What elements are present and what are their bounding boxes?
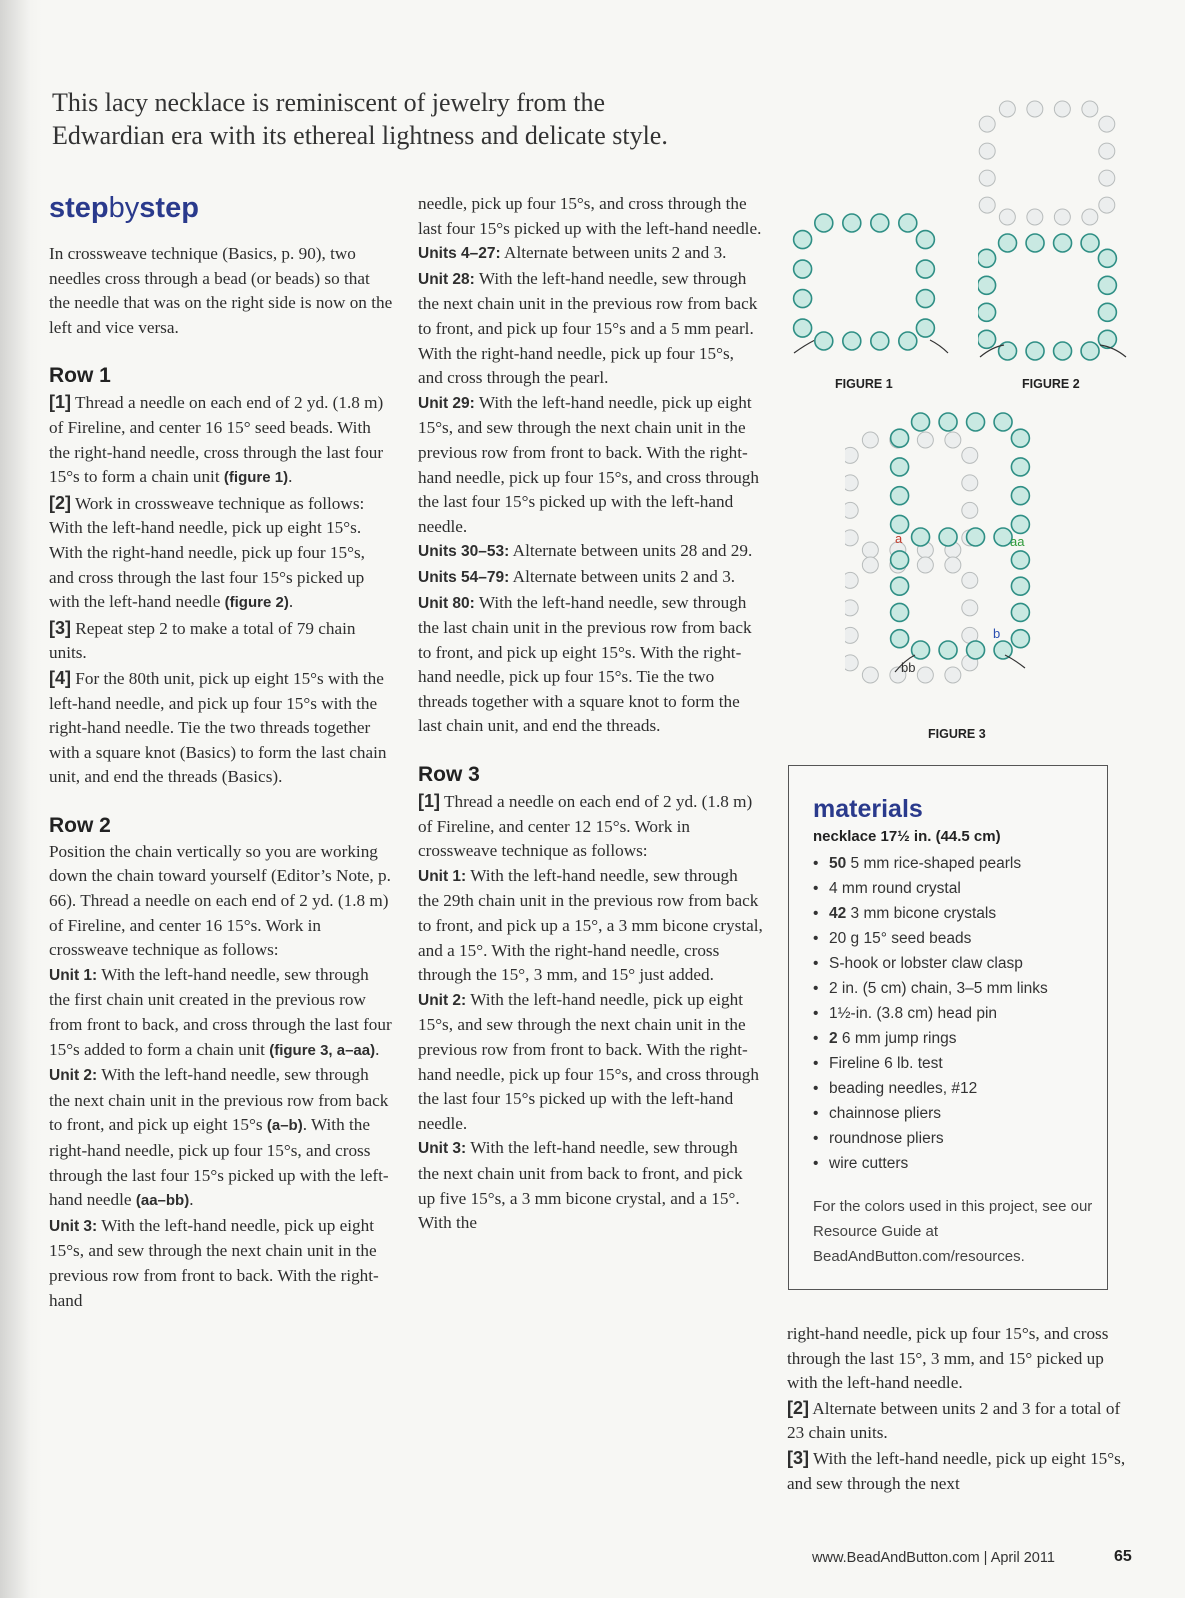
column-2 [418,192,763,1236]
row3-step-3 [787,1446,1132,1496]
seed-bead [1098,276,1116,294]
heading-step-1: step [49,192,109,224]
seed-bead [862,557,878,573]
row2-unit-2 [49,1063,394,1214]
seed-bead [1082,101,1098,117]
step-text: Work in crossweave technique as follows: With the left-hand needle, pick up eight 15°s. With the right-hand needle, pick up four 15°s, and cross through the last four 15°s picked up with the left-hand needle [49,493,365,612]
step-text-end: . [288,467,293,487]
bullet: • [813,1155,819,1172]
seed-bead [939,641,957,659]
seed-bead [1011,630,1029,648]
unit-label: Units 30–53: [418,543,510,561]
seed-bead [891,603,909,621]
step-number: [2] [787,1397,809,1418]
seed-bead [1054,234,1072,252]
materials-item [813,1126,1107,1151]
footer-url: www.BeadAndButton.com [812,1550,980,1566]
bullet: • [813,905,819,922]
seed-bead [843,332,861,350]
unit-label: Unit 2: [418,991,467,1009]
seed-bead [999,234,1017,252]
unit-label: Unit 1: [418,867,467,885]
unit-text: With the left-hand needle, sew through the next chain unit in the previous row from back to front, and pick up four 15°s and a 5 mm pearl. With the right-hand needle, pick up four 15°s, and cross through the pearl. [418,268,758,388]
seed-bead [891,630,909,648]
materials-title: materials [813,795,923,823]
seed-bead [845,502,858,518]
materials-qty: 42 [829,905,847,922]
step-number: [3] [49,617,71,638]
materials-text: 6 mm jump rings [837,1030,957,1047]
crossweave-intro: In crossweave technique (Basics, p. 90), two needles cross through a bead (or beads) so that the needle that was on the right side is now on the left and vice versa. [49,244,393,337]
seed-bead [1011,487,1029,505]
unit-label: Unit 3: [49,1217,98,1235]
seed-bead [939,413,957,431]
row3-step-1 [418,789,763,864]
seed-bead [962,447,978,463]
thread-path [794,340,815,353]
materials-item [813,1001,1107,1026]
materials-text: 20 g 15° seed beads [829,930,972,947]
bullet: • [813,1080,819,1097]
seed-bead [1099,116,1115,132]
label-b: b [993,626,1001,641]
seed-bead [978,276,996,294]
step-text: Alternate between units 2 and 3 for a total of 23 chain units. [787,1398,1121,1443]
seed-bead [1011,458,1029,476]
unit-text: Alternate between units 2 and 3. [509,566,736,586]
unit-text: With the left-hand needle, sew through the next chain unit from back to front, and pick up five 15°s, a 3 mm bicone crystal, and a 15°. With the [418,1138,743,1233]
seed-bead [899,214,917,232]
materials-text: Fireline 6 lb. test [829,1055,943,1072]
heading-step-2: step [139,192,199,224]
unit-label: Unit 28: [418,270,475,288]
seed-bead [815,214,833,232]
materials-text: 5 mm rice-shaped pearls [846,855,1022,872]
row2-intro: Position the chain vertically so you are working down the chain toward yourself (Editor’s Note, p. 66). Thread a needle on each end of 2 yd. (1.8 m) of Fireline, and center 16 15°s. Work in crossweave technique as follows: [49,841,391,960]
units-54-79 [418,565,763,591]
materials-item [813,1101,1107,1126]
seed-bead [916,231,934,249]
bullet: • [813,1005,819,1022]
seed-bead [843,214,861,232]
seed-bead [999,101,1015,117]
thread-path [1005,655,1025,668]
seed-bead [862,542,878,558]
unit-text: With the left-hand needle, sew through the 29th chain unit in the previous row from back to front, and pick up a 15°, a 3 mm bicone crystal, and a 15°. With the right-hand needle, cross through the 15°, 3 mm, and 15° just added. [418,865,763,985]
unit-text-end: . [189,1190,194,1210]
materials-item [813,876,1107,901]
seed-bead [917,667,933,683]
row3-unit-3 [418,1136,763,1235]
row3-unit-2 [418,988,763,1137]
seed-bead [1098,303,1116,321]
materials-item [813,951,1107,976]
unit-label: Units 54–79: [418,568,510,586]
seed-bead [845,475,858,491]
unit-label: Unit 1: [49,966,98,984]
figure-1-label: FIGURE 1 [835,377,893,391]
col2-continuation: needle, pick up four 15°s, and cross through the last four 15°s picked up with the left-hand needle. [418,194,762,238]
materials-text: S-hook or lobster claw clasp [829,955,1023,972]
materials-list [789,851,1107,1176]
label-a: a [895,531,903,546]
seed-bead [794,319,812,337]
materials-qty: 50 [829,855,847,872]
unit-label: Unit 2: [49,1067,98,1085]
seed-bead [871,332,889,350]
seed-bead [916,260,934,278]
seed-bead [917,432,933,448]
step-number: [3] [787,1447,809,1468]
column-3 [787,1322,1132,1496]
row1-step-2 [49,491,394,616]
seed-bead [962,475,978,491]
intro-line-2: Edwardian era with its ethereal lightness and delicate style. [52,121,668,150]
row-3-heading: Row 3 [418,763,480,787]
seed-bead [994,413,1012,431]
unit-label: Units 4–27: [418,245,501,263]
seed-bead [1011,603,1029,621]
bullet: • [813,930,819,947]
materials-item [813,1051,1107,1076]
seed-bead [891,551,909,569]
unit-text: With the left-hand needle, sew through the next chain unit in the previous row from back to front, and pick up eight 15°s [49,1065,389,1135]
row-2-heading: Row 2 [49,813,111,837]
seed-bead [891,429,909,447]
seed-bead [962,600,978,616]
materials-item [813,1076,1107,1101]
footer [812,1550,1055,1566]
figure-reference: (aa–bb) [135,1192,190,1210]
seed-bead [939,528,957,546]
bullet: • [813,855,819,872]
seed-bead [1099,170,1115,186]
seed-bead [916,290,934,308]
seed-bead [1082,209,1098,225]
row2-unit-1 [49,963,394,1063]
unit-text: With the left-hand needle, pick up eight 15°s, and sew through the next chain unit in the previous row from front to back. With the right-hand needle, pick up four 15°s, and cross through the last four 15°s picked up with the left-hand needle. [418,989,759,1133]
materials-item [813,1026,1107,1051]
seed-bead [1011,577,1029,595]
heading-by: by [108,192,140,224]
seed-bead [862,432,878,448]
bullet: • [813,1105,819,1122]
bullet: • [813,1055,819,1072]
unit-28 [418,267,763,391]
materials-text: 1½-in. (3.8 cm) head pin [829,1005,998,1022]
seed-bead [845,627,858,643]
unit-text: With the left-hand needle, sew through the first chain unit created in the previous row from front to back, and cross through the last four 15°s added to form a chain unit [49,964,392,1059]
seed-bead [962,502,978,518]
seed-bead [794,290,812,308]
seed-bead [999,209,1015,225]
row3-unit-1 [418,864,763,988]
seed-bead [979,197,995,213]
step-number: [4] [49,667,71,688]
seed-bead [1099,143,1115,159]
seed-bead [1027,209,1043,225]
row1-step-1 [49,390,394,490]
seed-bead [1054,101,1070,117]
seed-bead [1011,551,1029,569]
bullet: • [813,980,819,997]
seed-bead [967,413,985,431]
unit-text-end: . [375,1039,380,1059]
unit-text: Alternate between units 2 and 3. [500,243,727,263]
seed-bead [912,528,930,546]
seed-bead [891,487,909,505]
seed-bead [845,572,858,588]
seed-bead [1027,101,1043,117]
unit-text: With the left-hand needle, pick up eight 15°s, and sew through the next chain unit in the previous row from front to back. With the right-hand [49,1215,379,1310]
materials-qty: 2 [829,1030,838,1047]
seed-bead [1081,342,1099,360]
seed-bead [794,231,812,249]
unit-text: With the left-hand needle, pick up eight 15°s, and sew through the next chain unit in the previous row from front to back. With the right-hand needle, pick up four 15°s, and cross through the last four 15°s picked up with the left-hand needle. [418,392,759,536]
intro-line-1: This lacy necklace is reminiscent of jewelry from the [52,88,606,117]
units-4-27 [418,241,763,267]
seed-bead [794,260,812,278]
step-number: [1] [418,791,440,812]
seed-bead [945,667,961,683]
materials-item [813,926,1107,951]
materials-box [788,765,1108,1290]
seed-bead [1011,515,1029,533]
seed-bead [945,432,961,448]
step-number: [1] [49,392,71,413]
seed-bead [967,641,985,659]
figure-1-diagram [790,205,950,365]
unit-label: Unit 3: [418,1140,467,1158]
thread-path [930,340,948,353]
figure-reference: (figure 1) [223,469,289,487]
step-by-step-heading [49,190,394,226]
seed-bead [994,641,1012,659]
seed-bead [945,557,961,573]
col3-continuation: right-hand needle, pick up four 15°s, and cross through the last 15°, 3 mm, and 15° picked up with the left-hand needle. [787,1324,1109,1393]
seed-bead [899,332,917,350]
footer-separator: | [979,1550,991,1566]
intro-text [52,86,772,152]
seed-bead [912,641,930,659]
seed-bead [845,530,858,546]
seed-bead [979,143,995,159]
seed-bead [1026,342,1044,360]
unit-80 [418,591,763,740]
seed-bead [1054,342,1072,360]
figure-2-label: FIGURE 2 [1022,377,1080,391]
seed-bead [916,319,934,337]
seed-bead [962,572,978,588]
unit-29 [418,391,763,540]
seed-bead [1026,234,1044,252]
unit-label: Unit 80: [418,594,475,612]
seed-bead [978,330,996,348]
seed-bead [845,447,858,463]
seed-bead [862,667,878,683]
seed-bead [891,577,909,595]
seed-bead [978,249,996,267]
bullet: • [813,880,819,897]
resource-note: For the colors used in this project, see our Resource Guide at BeadAndButton.com/resources. [813,1198,1093,1265]
seed-bead [871,214,889,232]
step-number: [2] [49,492,71,513]
seed-bead [999,342,1017,360]
materials-item [813,901,1107,926]
seed-bead [912,413,930,431]
seed-bead [979,170,995,186]
seed-bead [1011,429,1029,447]
materials-text: beading needles, #12 [829,1080,978,1097]
materials-text: chainnose pliers [829,1105,942,1122]
step-text: Repeat step 2 to make a total of 79 chain units. [49,618,356,663]
seed-bead [979,116,995,132]
materials-text: wire cutters [829,1155,909,1172]
step-text: Thread a needle on each end of 2 yd. (1.8 m) of Fireline, and center 12 15°s. Work in crossweave technique as follows: [418,792,753,861]
label-aa: aa [1010,534,1025,549]
unit-text: With the left-hand needle, sew through the last chain unit in the previous row from back to front, and pick up eight 15°s. With the right-hand needle, pick up four 15°s. Tie the two threads together with a square knot to form the last chain unit, and end the threads. [418,592,752,736]
seed-bead [815,332,833,350]
seed-bead [1054,209,1070,225]
unit-text: Alternate between units 28 and 29. [509,541,753,561]
seed-bead [845,655,858,671]
unit-text-mid: . With the right-hand needle, pick up four 15°s, and cross through the last four 15°s picked up with the left-hand needle [49,1115,389,1210]
seed-bead [845,600,858,616]
seed-bead [978,303,996,321]
figure-3-label: FIGURE 3 [928,727,986,741]
row1-step-3 [49,616,394,666]
bullet: • [813,1130,819,1147]
seed-bead [891,458,909,476]
materials-text: 4 mm round crystal [829,880,961,897]
units-30-53 [418,539,763,565]
footer-date: April 2011 [990,1550,1055,1566]
materials-subtitle: necklace 17½ in. (44.5 cm) [813,828,1001,845]
row3-step-2 [787,1396,1132,1446]
figure-3-diagram [845,410,1045,710]
label-bb: bb [901,660,916,675]
row1-step-4 [49,666,394,790]
materials-item [813,976,1107,1001]
page-number: 65 [1114,1548,1132,1565]
row-1-heading: Row 1 [49,364,111,388]
materials-text: 2 in. (5 cm) chain, 3–5 mm links [829,980,1048,997]
seed-bead [917,557,933,573]
materials-item [813,1151,1107,1176]
bullet: • [813,1030,819,1047]
seed-bead [1098,249,1116,267]
column-1 [49,190,394,1313]
bullet: • [813,955,819,972]
step-text: With the left-hand needle, pick up eight 15°s, and sew through the next [787,1448,1126,1493]
materials-text: roundnose pliers [829,1130,944,1147]
unit-label: Unit 29: [418,394,475,412]
figure-reference: (figure 3, a–aa) [269,1041,376,1059]
step-text: For the 80th unit, pick up eight 15°s with the left-hand needle, and pick up four 15°s with the right-hand needle. Tie the two threads together with a square knot (Basics) to form the last chain unit, and end the threads (Basics). [49,668,387,787]
seed-bead [967,528,985,546]
step-text-end: . [288,592,294,612]
materials-item [813,851,1107,876]
materials-text: 3 mm bicone crystals [846,905,997,922]
step-text: Thread a needle on each end of 2 yd. (1.8 m) of Fireline, and center 16 15° seed beads. With the right-hand needle, cross through the last four 15°s to form a chain unit [49,393,384,487]
seed-bead [1099,197,1115,213]
page-gutter-shadow [0,0,42,1598]
figure-reference: (a–b) [266,1117,303,1135]
figure-reference: (figure 2) [224,594,289,612]
figure-2-diagram [978,95,1128,365]
seed-bead [1081,234,1099,252]
row2-unit-3 [49,1214,394,1313]
